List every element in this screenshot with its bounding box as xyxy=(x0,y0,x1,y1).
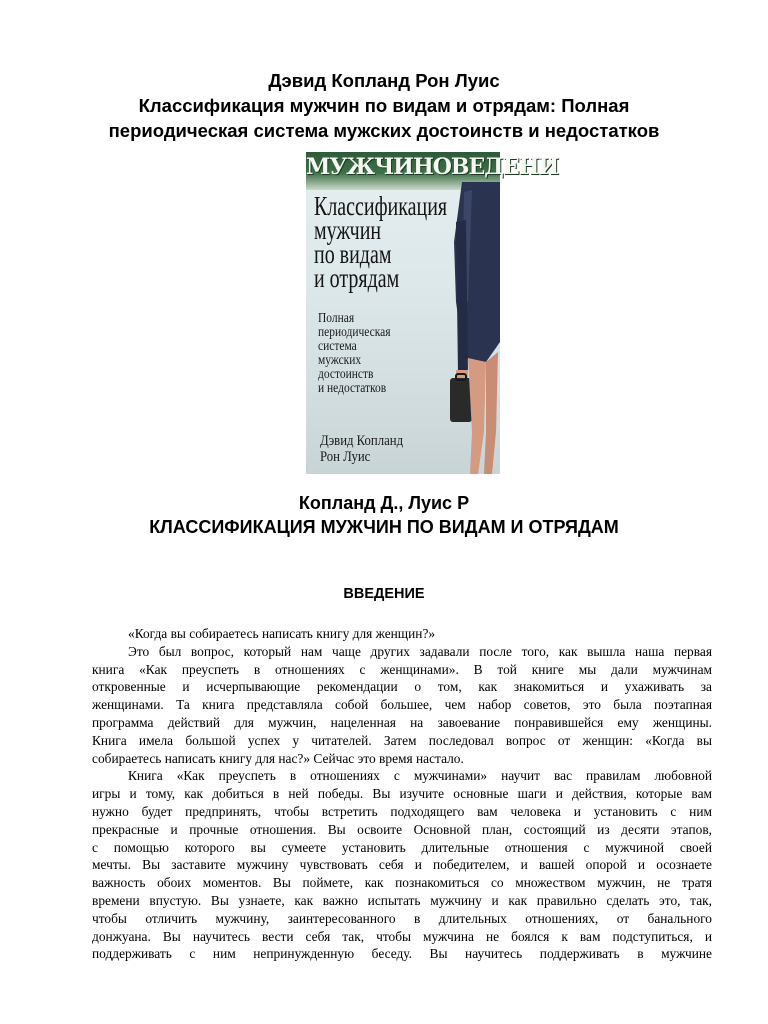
text-line: игры и тому, как добиться в ней победы. Вы изучите основные шаги и действия, которые вам xyxy=(92,786,712,802)
text-line: важность обоих моментов. Вы поймете, как познакомиться со множеством мужчин, не тратя xyxy=(92,875,712,891)
text-line: женщинами. Та книга представляла собой большее, чем набор советов, это была поэтапная xyxy=(92,697,712,713)
header-authors: Дэвид Копланд Рон Луис xyxy=(268,70,500,91)
body-text xyxy=(92,625,712,963)
section-heading: ВВЕДЕНИЕ xyxy=(343,586,425,602)
man-in-suit-illustration xyxy=(442,182,500,474)
text-line: поддерживать с ним непринужденную беседу. Вы научитесь поддерживать в мужчине xyxy=(92,946,712,962)
text-line: нужно будет предпринять, чтобы встретить подходящего вам человека и установить с ним xyxy=(92,803,712,819)
header-title-line-1: Классификация мужчин по видам и отрядам: Полная xyxy=(138,95,630,116)
text-line: донжуана. Вы научитесь вести себя так, чтобы мужчина не боялся к вам подступиться, и xyxy=(92,928,712,944)
header-title-line-2: периодическая система мужских достоинств и недостатков xyxy=(108,120,660,141)
book-title-block xyxy=(40,491,728,539)
text-line: чтобы отличить мужчину, заинтересованного в длительных отношениях, от банального xyxy=(92,910,712,926)
text-line: собираетесь написать книгу для нас?» Сейчас это время настало. xyxy=(92,750,464,766)
text-line: мечты. Вы заставите мужчину чувствовать себя и победителем, и вашей опорой и осознаете xyxy=(92,857,712,873)
text-line: программа действий для мужчин, нацеленная на завоевание понравившейся ему женщины. xyxy=(92,714,712,730)
cover-title: Классификация мужчин по видам и отрядам xyxy=(314,191,448,293)
book-cover-image xyxy=(306,152,559,474)
cover-series-label: МУЖЧИНОВЕДЕНИ xyxy=(306,154,559,180)
book-title: КЛАССИФИКАЦИЯ МУЖЧИН ПО ВИДАМ И ОТРЯДАМ xyxy=(149,517,619,537)
text-line: «Когда вы собираетесь написать книгу для женщин?» xyxy=(128,626,436,641)
text-line: с помощью которого вы сумеете установить длительные отношения с мужчиной своей xyxy=(92,839,712,855)
text-line: времени впустую. Вы узнаете, как важно испытать мужчину и как правильно сделать это, так, xyxy=(92,892,712,908)
book-authors: Копланд Д., Луис Р xyxy=(298,493,470,513)
document-header xyxy=(40,68,728,143)
cover-authors: Дэвид Копланд Рон Луис xyxy=(320,433,404,465)
cover-subtitle: Полная периодическая система мужских достоинств и недостатков xyxy=(318,311,391,396)
text-line: книга «Как преуспеть в отношениях с женщинами». В той книге мы дали мужчинам xyxy=(92,661,712,677)
text-line: Книга «Как преуспеть в отношениях с мужчинами» научит вас правилам любовной xyxy=(128,768,712,784)
text-line: откровенные и исчерпывающие рекомендации о том, как знакомиться и ухаживать за xyxy=(92,679,712,695)
text-line: Книга имела большой успех у читателей. Затем последовал вопрос от женщин: «Когда вы xyxy=(92,732,712,748)
text-line: Это был вопрос, который нам чаще других задавали после того, как вышла наша первая xyxy=(128,643,712,659)
text-line: прекрасные и прочные отношения. Вы освоите Основной план, состоящий из десяти этапов, xyxy=(92,821,712,837)
